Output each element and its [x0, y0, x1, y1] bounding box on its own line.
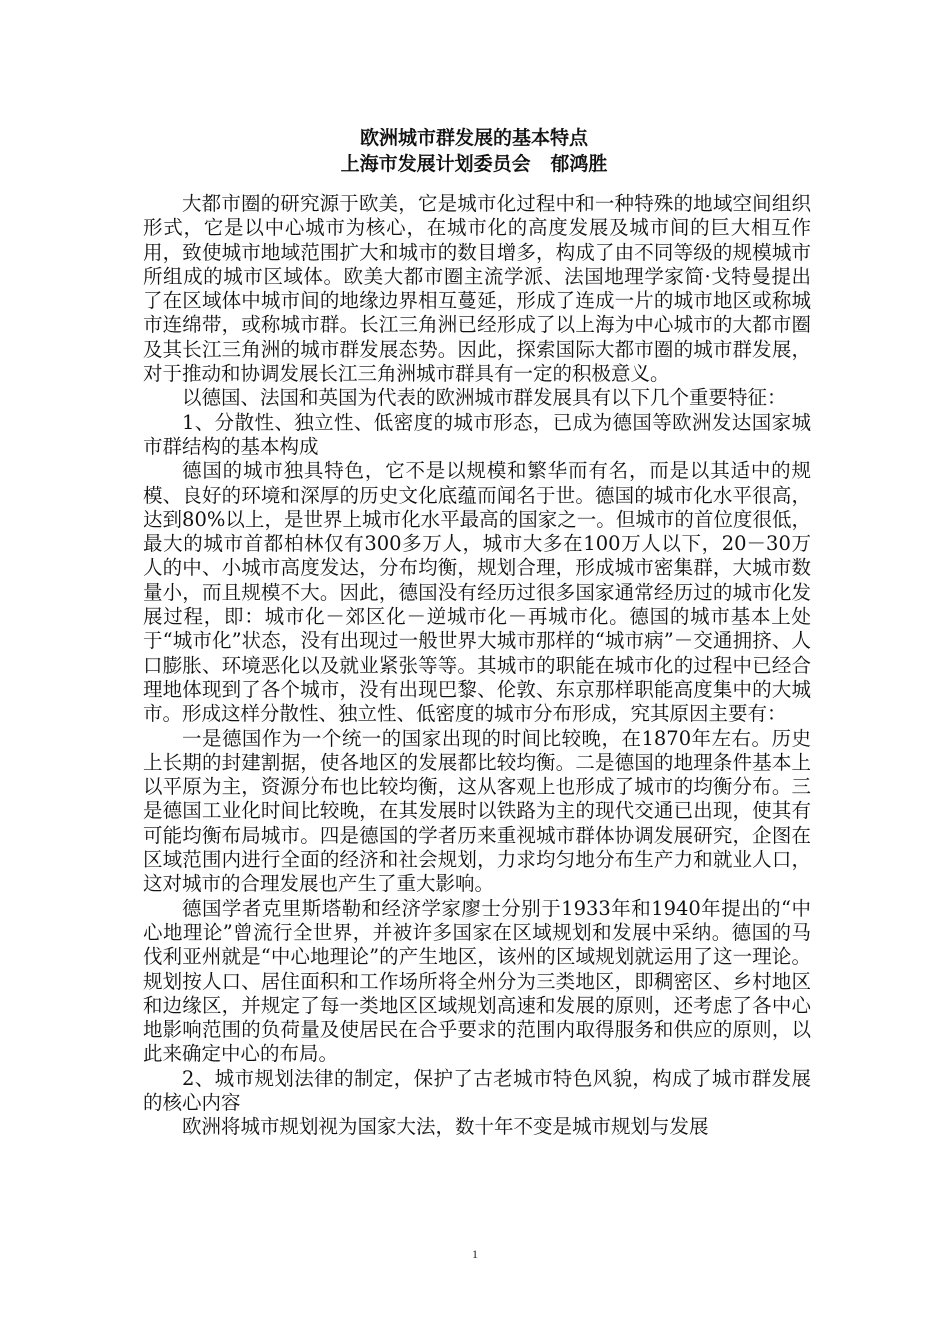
page-number: 1: [472, 1247, 478, 1261]
author-line: 上海市发展计划委员会 郁鸿胜: [340, 153, 608, 175]
paragraph: 德国学者克里斯塔勒和经济学家廖士分别于1933年和1940年提出的“中心地理论”曾流行全世界，并被许多国家在区域规划和发展中采纳。德国的马伐利亚州就是“中心地理论”的产生地区，该州的区域规划就运用了这一理论。规划按人口、居住面积和工作场所将全州分为三类地区，即稠密区、乡村地区和边缘区，并规定了每一类地区区域规划高速和发展的原则，还考虑了各中心地影响范围的负荷量及使居民在合乎要求的范围内取得服务和供应的原则，以此来确定中心的布局。: [143, 896, 811, 1066]
section-heading: 1、分散性、独立性、低密度的城市形态，已成为德国等欧洲发达国家城市群结构的基本构成: [143, 410, 811, 458]
paragraph: 欧洲将城市规划视为国家大法，数十年不变是城市规划与发展: [182, 1115, 709, 1139]
title-block: [140, 125, 808, 177]
paragraph: 德国的城市独具特色，它不是以规模和繁华而有名，而是以其适中的规模、良好的环境和深厚的历史文化底蕴而闻名于世。德国的城市化水平很高，达到80%以上，是世界上城市化水平最高的国家之一。但城市的首位度很低，最大的城市首都柏林仅有300多万人，城市大多在100万人以下，20－30万人的中、小城市高度发达，分布均衡，规划合理，形成城市密集群，大城市数量小，而且规模不大。因此，德国没有经历过很多国家通常经历过的城市化发展过程，即：城市化－郊区化－逆城市化－再城市化。德国的城市基本上处于“城市化”状态，没有出现过一般世界大城市那样的“城市病”－交通拥挤、人口膨胀、环境恶化以及就业紧张等等。其城市的职能在城市化的过程中已经合理地体现到了各个城市，没有出现巴黎、伦敦、东京那样职能高度集中的大城市。形成这样分散性、独立性、低密度的城市分布形成，究其原因主要有：: [143, 459, 811, 726]
section-heading: 2、城市规划法律的制定，保护了古老城市特色风貌，构成了城市群发展的核心内容: [143, 1066, 811, 1114]
paragraph: 大都市圈的研究源于欧美，它是城市化过程中和一种特殊的地域空间组织形式，它是以中心城市为核心，在城市化的高度发展及城市间的巨大相互作用，致使城市地域范围扩大和城市的数目增多，构成了由不同等级的规模城市所组成的城市区域体。欧美大都市圈主流学派、法国地理学家简·戈特曼提出了在区域体中城市间的地缘边界相互蔓延，形成了连成一片的城市地区或称城市连绵带，或称城市群。长江三角洲已经形成了以上海为中心城市的大都市圈及其长江三角洲的城市群发展态势。因此，探索国际大都市圈的城市群发展，对于推动和协调发展长江三角洲城市群具有一定的积极意义。: [143, 192, 811, 386]
paragraph: 以德国、法国和英国为代表的欧洲城市群发展具有以下几个重要特征：: [182, 386, 787, 410]
paragraph: 一是德国作为一个统一的国家出现的时间比较晚，在1870年左右。历史上长期的封建割据，使各地区的发展都比较均衡。二是德国的地理条件基本上以平原为主，资源分布也比较均衡，这从客观上也形成了城市的均衡分布。三是德国工业化时间比较晚，在其发展时以铁路为主的现代交通已出现，使其有可能均衡布局城市。四是德国的学者历来重视城市群体协调发展研究，企图在区域范围内进行全面的经济和社会规划，力求均匀地分布生产力和就业人口，这对城市的合理发展也产生了重大影响。: [143, 726, 811, 896]
body-text: [143, 192, 811, 1140]
document-title: 欧洲城市群发展的基本特点: [359, 127, 588, 149]
